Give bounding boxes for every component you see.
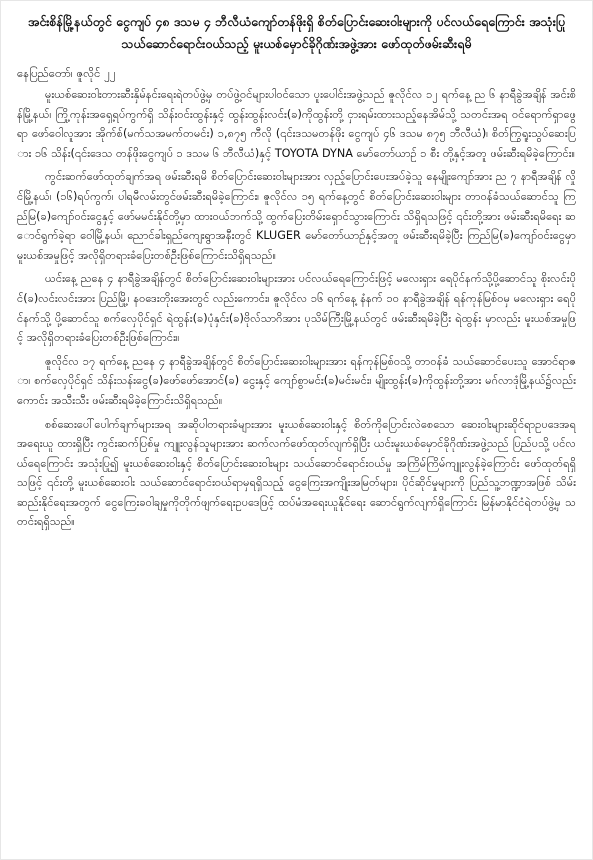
- article-paragraph-3: ယင်းနေ့ ညနေ ၄ နာရီခွဲအချိန်တွင် စိတ်ပြောင်းဆေးဝါးများအား ပင်လယ်ရေကြောင်းဖြင့် မလေးရှား ရေပိုင်နက်သို့ပို့ဆောင်သူ စိုးလင်းပိုင်(ခ)လင်းလင်းအား ပြည်မြို့၊ နဝဒေးတိုးအေးတွင် လည်းကောင်း၊ ဇူလိုင်လ ၁၆ ရက်နေ့ နံနက် ၁၀ နာရီခွဲအချိန် ရန်ကုန်မြစ်ဝမှ မလေးရှား ရေပိုင်နက်သို့ ပို့ဆောင်သူ စက်လှေပိုင်ရှင် ရဲထွန်း(ခ)ပုံနှင်း(ခ)ဗိုလ်သာဂိအား ပုသိမ်ကြီးမြို့နယ်တွင် ဖမ်းဆီးရမိခဲ့ပြီး ရဲထွန်း မှာလည်း မူးယစ်အမှုဖြင့် အလိုရှိတရားခံပြေးတစ်ဦးဖြစ်ကြောင်း။: [17, 272, 576, 345]
- article-paragraph-4: ဇူလိုင်လ ၁၇ ရက်နေ့ ညနေ ၄ နာရီခွဲအချိန်တွင် စိတ်ပြောင်းဆေးဝါးများအား ရန်ကုန်မြစ်ဝသို့ တာဝန်ခံ သယ်ဆောင်ပေးသူ အောင်ရာဇာ၊ စက်လှေပိုင်ရှင် သိန်းသန်းငွေ(ခ)ဖော်ဖော်အောင်(ခ) ငွေးနှင့် ကျော်စွာမင်း(ခ)မင်းမင်း၊ မျိုးထွန်း(ခ)ကိုထွန်းတို့အား မဂ်လာဒုံမြို့နယ်၌လည်းကောင်း အသီးသီး ဖမ်းဆီးရမိခဲ့ကြောင်းသိရှိရသည်။: [17, 354, 576, 407]
- article-paragraph-2: ကွင်းဆက်ဖော်ထုတ်ချက်အရ ဖမ်းဆီးရမိ စိတ်ပြောင်းဆေးဝါးများအား လှည့်ပြောင်းပေးအပ်ခဲ့သူ နေမျိုးကျော်အား ည ၇ နာရီအချိန် လှိုင်မြို့နယ်၊ (၁၆)ရပ်ကွက်၊ ပါရမီလမ်းတွင်ဖမ်းဆီးရမိခဲ့ကြောင်း၊ ဇူလိုင်လ ၁၅ ရက်နေ့တွင် စိတ်ပြောင်းဆေးဝါးများ တာဝန်ခံသယ်ဆောင်သူ ကြည်မြ(ခ)ကျော်ဝင်းငွေနှင့် ဖော်မမင်းနိုင်တို့မှာ ထားဝယ်ဘက်သို့ ထွက်ပြေးတိမ်းရှောင်သွားကြောင်း သိရှိရသဖြင့် ၎င်းတို့အား ဖမ်းဆီးရမိရေး ဆောင်ရွက်ခဲ့ရာ ဝေါမြို့နယ်၊ ညောင်ခါးရှည်ကျေးရွာအနီးတွင် KLUGER မော်တော်ယာဉ်နှင့်အတူ ဖမ်းဆီးရမိခဲ့ပြီး ကြည်မြ(ခ)ကျော်ဝင်းငွေမှာ မူးယစ်အမှုဖြင့် အလိုရှိတရားခံပြေးတစ်ဦးဖြစ်ကြောင်းသိရှိရသည်။: [17, 170, 576, 262]
- article-paragraph-1: မူးယစ်ဆေးဝါးတားဆီးနှိမ်နင်းရေးရဲတပ်ဖွဲ့မှ တပ်ဖွဲ့ဝင်များပါဝင်သော ပူးပေါင်းအဖွဲ့သည် ဇူလိုင်လ ၁၂ ရက်နေ့ ည ၆ နာရီခွဲအချိန် အင်းစိန်မြို့နယ်၊ ကြို့ကုန်းအရှေ့ရပ်ကွက်ရှိ သိန်းဝင်းထွန်းနှင့် ထွန်းထွန်းလင်း(ခ)ကိုထွန်းတို့ ငှားရမ်းထားသည့်နေအိမ်သို့ သတင်းအရ ဝင်ရောက်ရှာဖွေရာ ဖော်ဝေါလူအား အိုက်စ်(မက်သအမက်တမင်း) ၁,၈၇၅ ကီလို (၎င်းဒသမတန်ဖိုး ငွေကျပ် ၄၆ ဒသမ ၈၇၅ ဘီလီယံ)၊ စိတ်ကြွရူးသွပ်ဆေးပြား ၁၆ သိန်း(၎င်းဒေသ တန်ဖိုးငွေကျပ် ၁ ဒသမ ၆ ဘီလီယံ)နှင့် TOYOTA DYNA မော်တော်ယာဉ် ၁ စီး တို့နှင့်အတူ ဖမ်းဆီးရမိခဲ့ကြောင်း။: [17, 88, 576, 160]
- article-dateline: နေပြည်တော်၊ ဇူလိုင် ၂၂: [17, 66, 116, 80]
- article-headline: အင်းစိန်မြို့နယ်တွင် ငွေကျပ် ၄၈ ဒသမ ၄ ဘီလီယံကျော်တန်ဖိုးရှိ စိတ်ပြောင်းဆေးဝါးများကို ပင်လယ်ရေကြောင်း အသုံးပြုသယ်ဆောင်ရောင်းဝယ်သည့် မူးယစ်မှောင်ခိုဂိုဏ်းအဖွဲ့အား ဖော်ထုတ်ဖမ်းဆီးရမိ: [27, 14, 566, 51]
- article-paragraph-5: စစ်ဆေးပေါ်ပေါက်ချက်များအရ အဆိုပါတရားခံများအား မူးယစ်ဆေးဝါးနှင့် စိတ်ကိုပြောင်းလဲစေသော ဆေးဝါးများဆိုင်ရာဥပဒေအရ အရေးယူ ထားရှိပြီး ကွင်းဆက်ပြစ်မှု ကျူးလွန်သူများအား ဆက်လက်ဖော်ထုတ်လျက်ရှိပြီး ယင်းမူးယစ်မှောင်ခိုဂိုဏ်းအဖွဲ့သည် ပြည်ပသို့ ပင်လယ်ရေကြောင်း အသုံးပြု၍ မူးယစ်ဆေးဝါးနှင့် စိတ်ပြောင်းဆေးဝါးများ သယ်ဆောင်ရောင်းဝယ်မှု အကြိမ်ကြိမ်ကျူးလွန်ခဲ့ကြောင်း ဖော်ထုတ်ရရှိသဖြင့် ၎င်းတို့ မူးယစ်ဆေးဝါး သယ်ဆောင်ရောင်းဝယ်ရာမှရရှိသည့် ငွေကြေးအကျိုးအမြတ်များ၊ ပိုင်ဆိုင်မှုများကို ပြည်သူ့ဘဏ္ဍာအဖြစ် သိမ်းဆည်းနိုင်ရေးအတွက် ငွေကြေးခဝါချမှုကိုတိုက်ဖျက်ရေးဥပဒေဖြင့် ထပ်မံအရေးယူနိုင်ရေး ဆောင်ရွက်လျက်ရှိကြောင်း မြန်မာနိုင်ငံရဲတပ်ဖွဲ့မှ သတင်းရရှိသည်။: [17, 417, 576, 529]
